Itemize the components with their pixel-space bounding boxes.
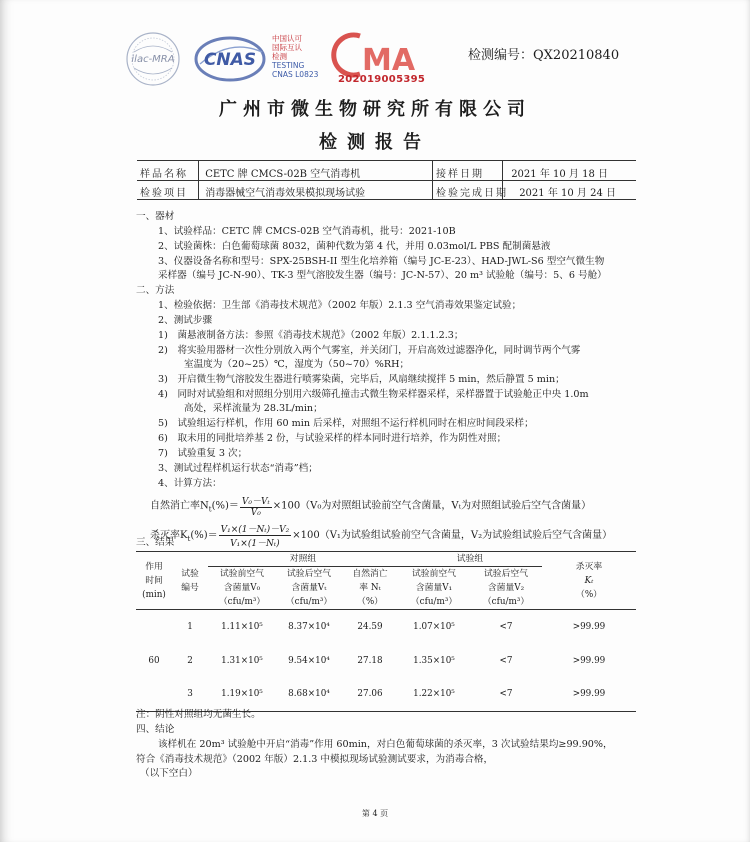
section-heading: 二、方法 xyxy=(136,285,175,296)
cma-number: 202019005395 xyxy=(338,74,426,85)
col-kill-header: 杀灭率 Kₜ （%） xyxy=(542,552,636,610)
complete-date-value: 2021 年 10 月 24 日 xyxy=(519,188,616,199)
time-cell: 60 xyxy=(136,610,172,712)
svg-text:MA: MA xyxy=(362,43,416,78)
table-cell: 24.59 xyxy=(357,621,383,632)
svg-text:CNAS: CNAS xyxy=(203,50,257,70)
body-line: 1、检验依据：卫生部《消毒技术规范》（2002 年版）2.1.3 空气消毒效果鉴定试验； xyxy=(158,300,522,311)
table-cell: 8.37×10⁴ xyxy=(288,621,330,632)
body-line: 4、计算方法： xyxy=(158,478,222,489)
control-group-header: 对照组 xyxy=(208,552,398,567)
section-heading: 一、器材 xyxy=(136,211,175,222)
table-cell: 1.35×10⁵ xyxy=(413,655,455,666)
table-row xyxy=(136,678,636,712)
body-line: 3) 开启微生物气溶胶发生器进行喷雾染菌，完毕后，风扇继续搅拌 5 min，然后静置 5 min； xyxy=(158,374,565,385)
table-cell: 1.07×10⁵ xyxy=(413,621,455,632)
results-table xyxy=(136,551,636,712)
sample-name-label: 样品名称 xyxy=(140,169,188,180)
formula-natural-decay: 自然消亡率$N_t(\%)=$ $\frac{\text{V₀－Vₜ}}{\text{V₀}}$ ×100（V₀为对照组试验前空气含菌量，Vₜ为对照组试验后空气含菌量） xyxy=(150,494,591,518)
body-line: 2、试验菌株：白色葡萄球菌 8032，菌种代数为第 4 代，并用 0.03mol/L PBS 配制菌悬液 xyxy=(158,241,551,252)
header-top-rule xyxy=(137,160,636,161)
body-line: 3、仪器设备名称和型号：SPX-25BSH-II 型生化培养箱（编号 JC-E-23）、HAD-JWL-S6 型空气微生物 xyxy=(158,256,605,267)
report-number-value: QX20210840 xyxy=(533,48,620,63)
sub-header: 试验前空气 含菌量V₀ （cfu/m³） xyxy=(208,567,276,610)
cnas-logo xyxy=(192,34,268,84)
report-number-label: 检测编号： xyxy=(468,48,534,63)
body-line: 5) 试验组运行样机，作用 60 min 后采样，对照组不运行样机同时在相应时间段采样； xyxy=(158,418,534,429)
test-item-value: 消毒器械空气消毒效果模拟现场试验 xyxy=(205,188,366,199)
sample-name-value: CETC 牌 CMCS-02B 空气消毒机 xyxy=(205,169,361,180)
table-cell: >99.99 xyxy=(572,655,606,666)
report-number xyxy=(468,44,619,63)
body-line: 高处，采样流量为 28.3L/min； xyxy=(184,403,323,414)
table-cell: 3 xyxy=(172,678,208,712)
table-cell: 27.06 xyxy=(342,678,398,712)
table-cell: 1.11×10⁵ xyxy=(221,621,263,632)
receipt-date-value: 2021 年 10 月 18 日 xyxy=(511,169,608,180)
complete-date-label: 检验完成日期 xyxy=(436,188,508,199)
cnas-caption: 中国认可 国际互认 检测 TESTING CNAS L0823 xyxy=(272,34,319,79)
table-cell: >99.99 xyxy=(572,621,606,632)
sub-header: 试验前空气 含菌量V₁ （cfu/m³） xyxy=(398,567,470,610)
report-title: 检测报告 xyxy=(319,132,431,153)
receipt-date-row xyxy=(436,165,608,180)
company-name: 广州市微生物研究所有限公司 xyxy=(219,99,531,120)
test-item-label: 检验项目 xyxy=(140,188,188,199)
sub-header: 自然消亡 率 Nₜ （%） xyxy=(342,567,398,610)
header-divider xyxy=(432,160,433,199)
table-cell: 1.31×10⁵ xyxy=(221,655,263,666)
header-bottom-rule xyxy=(137,199,636,200)
conclusion-text: 该样机在 20m³ 试验舱中开启“消毒”作用 60min，对白色葡萄球菌的杀灭率，3 次试验结果均≥99.90%， xyxy=(158,739,613,750)
body-line: 室温度为（20~25）℃，湿度为（50~70）%RH； xyxy=(184,359,410,370)
table-row xyxy=(136,644,636,678)
body-line: 6) 取未用的同批培养基 2 份，与试验采样的样本同时进行培养，作为阴性对照； xyxy=(158,433,507,444)
blank-note: （以下空白） xyxy=(140,768,198,779)
table-cell: 27.18 xyxy=(357,655,383,666)
sub-header: 试验后空气 含菌量V₂ （cfu/m³） xyxy=(470,567,542,610)
table-header-row xyxy=(136,552,636,567)
col-time-header: 作用 时间 (min) xyxy=(136,552,172,610)
col-no-header: 试验 编号 xyxy=(172,552,208,610)
test-item-row xyxy=(140,184,365,199)
conclusion-text: 符合《消毒技术规范》（2002 年版）2.1.3 中模拟现场试验测试要求，为消毒合格， xyxy=(136,754,494,765)
body-line: 1) 菌悬液制备方法：参照《消毒技术规范》（2002 年版）2.1.1.2.3； xyxy=(158,330,464,341)
test-group-header: 试验组 xyxy=(398,552,542,567)
table-cell: 9.54×10⁴ xyxy=(288,655,330,666)
svg-text:ilac-MRA: ilac-MRA xyxy=(131,54,175,65)
sample-name-row xyxy=(140,165,360,180)
formula-kill-rate: 杀灭率$K_t(\%)=$ $\frac{\text{V₁×(1－Nₜ)－V₂}}{\text{V₁×(1－Nₜ)}}$ ×100（V₁为试验组试验前空气含菌量，V₂为试验组试验后空气含菌量） xyxy=(150,522,612,549)
header-mid-rule xyxy=(137,180,636,181)
ilac-mra-logo xyxy=(120,30,186,88)
table-note: 注：阴性对照组均无菌生长。 xyxy=(136,709,261,720)
body-line: 2) 将实验用器材一次性分别放入两个气雾室，并关闭门，开启高效过滤器净化，同时调节两个气雾 xyxy=(158,345,581,356)
table-cell: <7 xyxy=(499,655,513,666)
table-cell: 1.22×10⁵ xyxy=(398,678,470,712)
sub-header: 试验后空气 含菌量Vₜ （cfu/m³） xyxy=(276,567,342,610)
table-cell: 8.68×10⁴ xyxy=(276,678,342,712)
fraction: $\frac{\text{V₀－Vₜ}}{\text{V₀}}$ xyxy=(240,494,272,518)
table-cell: 1 xyxy=(187,621,193,632)
body-line: 2、测试步骤 xyxy=(158,315,213,326)
page-number: 第 4 页 xyxy=(361,809,389,818)
body-line: 采样器（编号 JC-N-90）、TK-3 型气溶胶发生器（编号：JC-N-57）、20 m³ 试验舱（编号：5、6 号舱） xyxy=(158,270,607,281)
receipt-date-label: 接样日期 xyxy=(436,169,484,180)
body-line: 3、测试过程样机运行状态“消毒”档； xyxy=(158,463,318,474)
table-cell: <7 xyxy=(499,621,513,632)
table-cell: >99.99 xyxy=(542,678,636,712)
section-heading: 四、结论 xyxy=(136,724,175,735)
table-row xyxy=(136,610,636,644)
body-line: 1、试验样品：CETC 牌 CMCS-02B 空气消毒机，批号：2021-10B xyxy=(158,226,456,237)
table-cell: <7 xyxy=(470,678,542,712)
body-line: 7) 试验重复 3 次； xyxy=(158,448,248,459)
complete-date-row xyxy=(436,184,616,199)
section-heading: 三、结果 xyxy=(136,537,175,548)
fraction: $\frac{\text{V₁×(1－Nₜ)－V₂}}{\text{V₁×(1－Nₜ)}}$ xyxy=(219,522,292,549)
body-line: 4) 同时对试验组和对照组分别用六级筛孔撞击式微生物采样器采样，采样器置于试验舱正中央 1.0m xyxy=(158,389,589,400)
table-cell: 2 xyxy=(187,655,193,666)
table-cell: 1.19×10⁵ xyxy=(208,678,276,712)
